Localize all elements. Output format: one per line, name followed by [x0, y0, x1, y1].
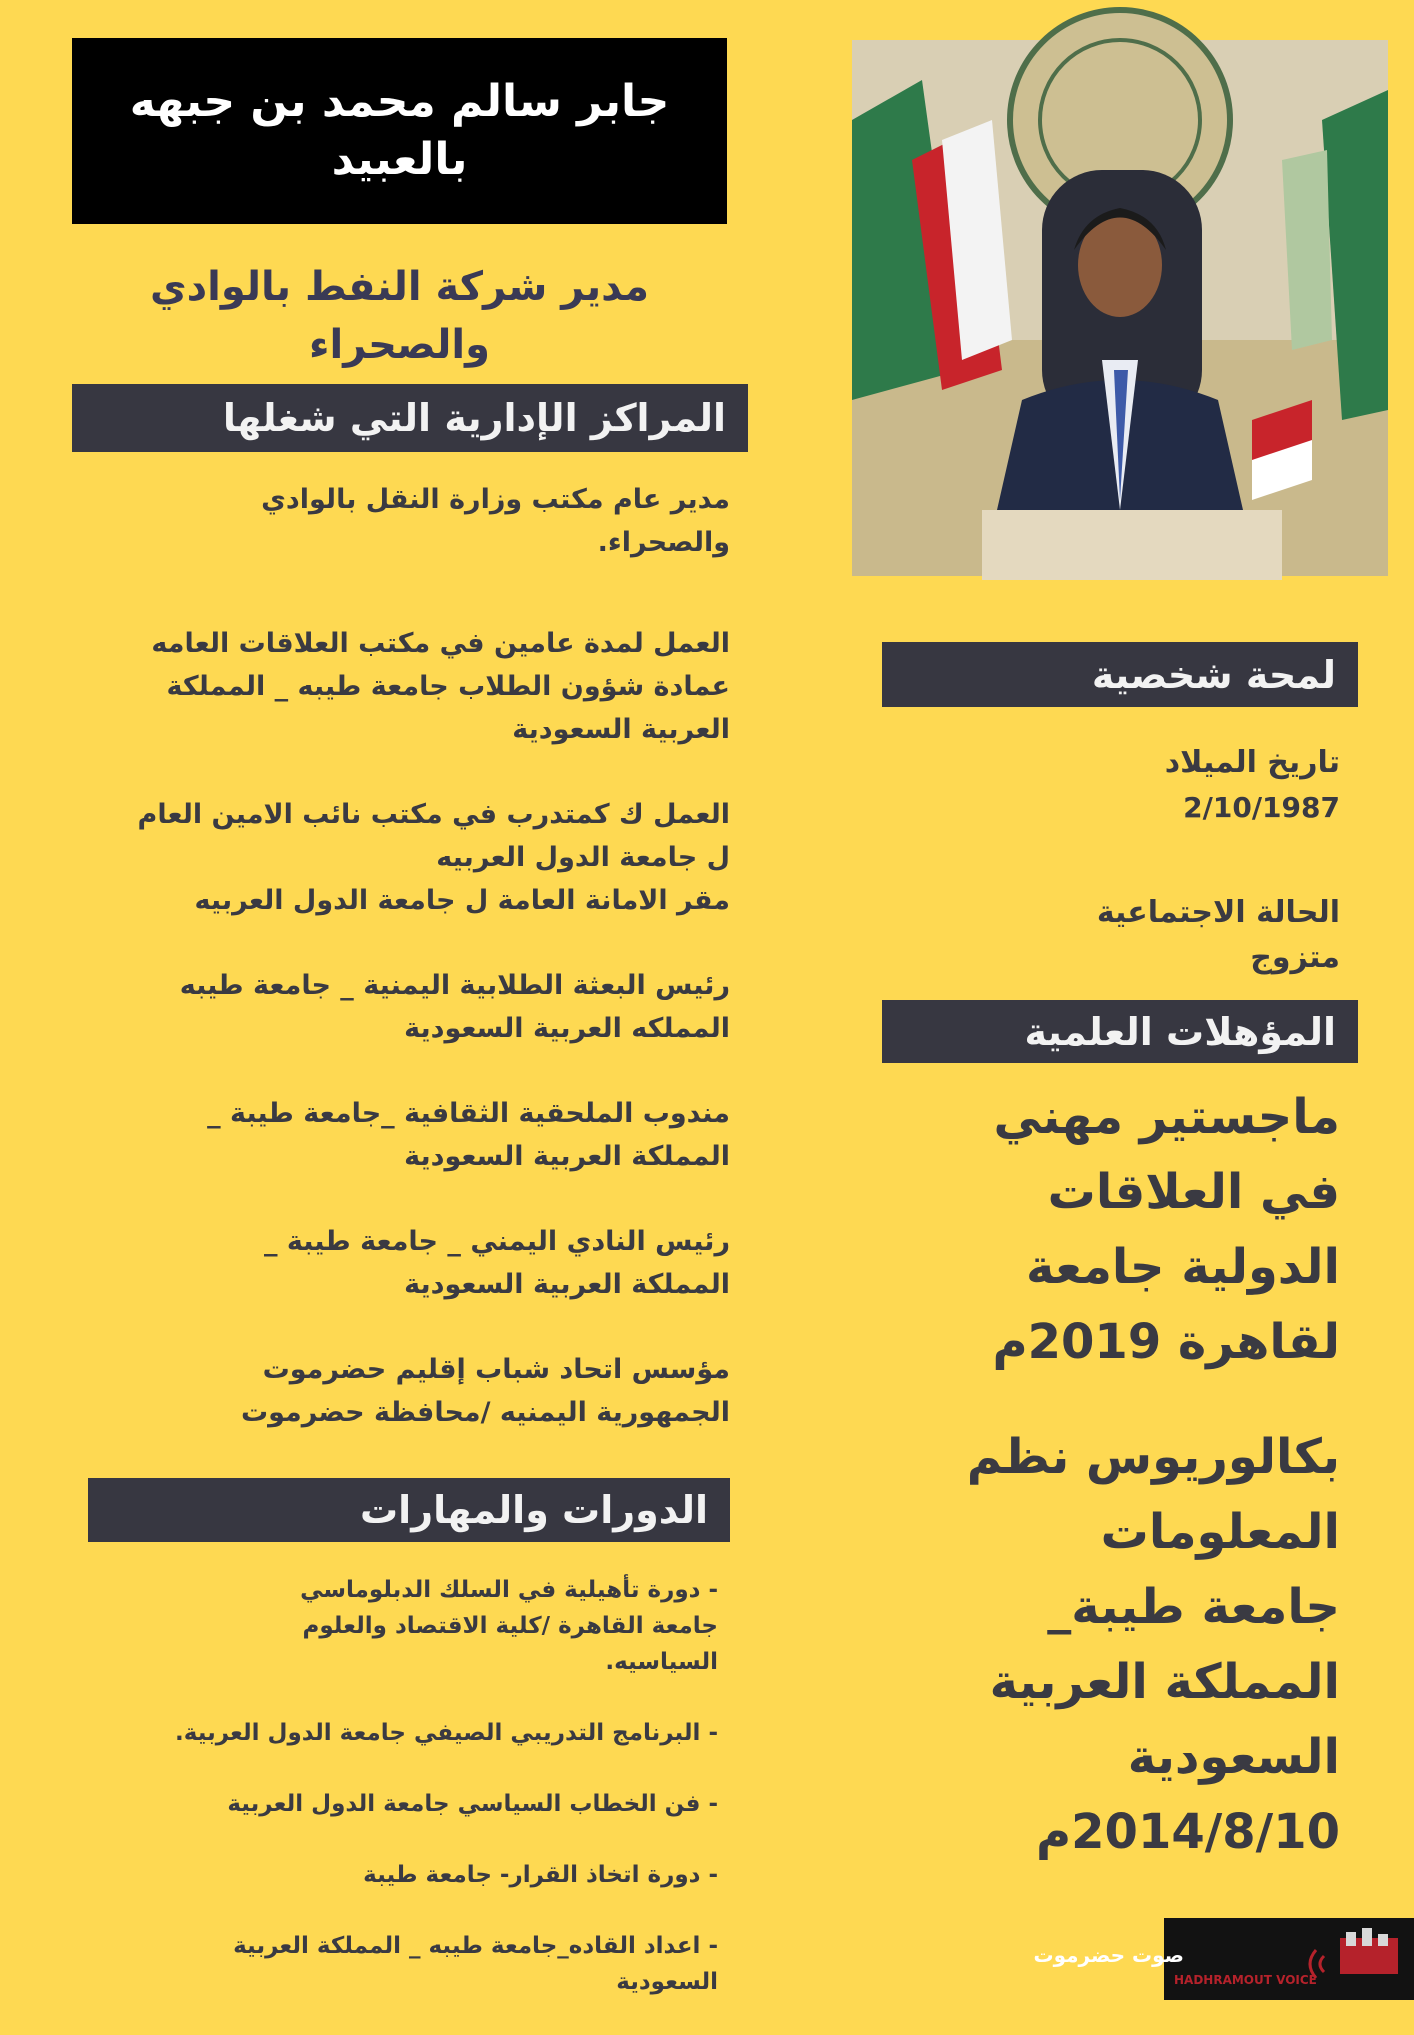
svg-text:صوت حضرموت: صوت حضرموت	[1033, 1943, 1184, 1967]
profile-photo-illustration	[852, 40, 1388, 576]
position-item: مدير عام مكتب وزارة النقل بالوادي والصحراء.	[261, 484, 730, 558]
qualification-item: ماجستير مهني في العلاقات الدولية جامعة لقاهرة 2019م	[992, 1089, 1340, 1370]
qualifications-heading	[882, 1000, 1358, 1063]
qualifications-heading-label: المؤهلات العلمية	[1024, 1009, 1336, 1054]
course-item: - فن الخطاب السياسي جامعة الدول العربية	[227, 1791, 718, 1817]
course-item: - اعداد القاده_جامعة طيبه _ المملكة العربية السعودية	[233, 1933, 718, 1995]
birth-value: 2/10/1987	[1183, 791, 1340, 824]
position-item: مندوب الملحقية الثقافية _جامعة طيبة _ المملكة العربية السعودية	[207, 1098, 730, 1172]
course-item: - دورة تأهيلية في السلك الدبلوماسي جامعة القاهرة /كلية الاقتصاد والعلوم السياسيه.	[300, 1577, 718, 1675]
personal-heading	[882, 642, 1358, 707]
logo-graphic	[1033, 1918, 1414, 2000]
birth-label: تاريخ الميلاد	[1164, 745, 1340, 780]
hadhramout-voice-logo	[1033, 1918, 1414, 2000]
personal-heading-label: لمحة شخصية	[1091, 652, 1336, 697]
course-item: - دورة اتخاذ القرار- جامعة طيبة	[363, 1862, 718, 1888]
courses-list	[100, 1572, 718, 2035]
qualification-item: بكالوريوس نظم المعلومات جامعة طيبة_ المملكة العربية السعودية 2014/8/10م	[966, 1429, 1340, 1860]
status-value: متزوج	[1250, 940, 1340, 975]
personal-info	[885, 740, 1340, 1040]
positions-heading-label: المراكز الإدارية التي شغلها	[222, 396, 726, 440]
positions-list	[72, 478, 730, 1476]
positions-heading	[72, 384, 748, 452]
position-item: العمل لمدة عامين في مكتب العلاقات العامه عمادة شؤون الطلاب جامعة طيبه _ المملكة العربية السعودية	[151, 628, 730, 745]
position-item: رئيس النادي اليمني _ جامعة طيبة _ المملكة العربية السعودية	[263, 1226, 730, 1300]
position-item: العمل ك كمتدرب في مكتب نائب الامين العام ل جامعة الدول العربيه مقر الامانة العامة ل جامعة الدول العربيه	[137, 799, 730, 916]
name-box	[72, 38, 727, 224]
position-item: مؤسس اتحاد شباب إقليم حضرموت الجمهورية اليمنيه /محافظة حضرموت	[240, 1354, 730, 1428]
course-item: - البرنامج التدريبي الصيفي جامعة الدول العربية.	[175, 1720, 718, 1746]
courses-heading-label: الدورات والمهارات	[359, 1488, 708, 1532]
position-item: رئيس البعثة الطلابية اليمنية _ جامعة طيبه المملكه العربية السعودية	[179, 970, 730, 1044]
svg-text:HADHRAMOUT VOICE: HADHRAMOUT VOICE	[1174, 1973, 1317, 1987]
courses-heading	[88, 1478, 730, 1542]
status-label: الحالة الاجتماعية	[1096, 895, 1340, 930]
job-title: مدير شركة النفط بالوادي والصحراء	[149, 264, 649, 368]
person-name: جابر سالم محمد بن جبهه بالعبيد	[129, 76, 670, 185]
qualifications-list	[900, 1080, 1340, 1910]
profile-photo	[852, 40, 1388, 576]
